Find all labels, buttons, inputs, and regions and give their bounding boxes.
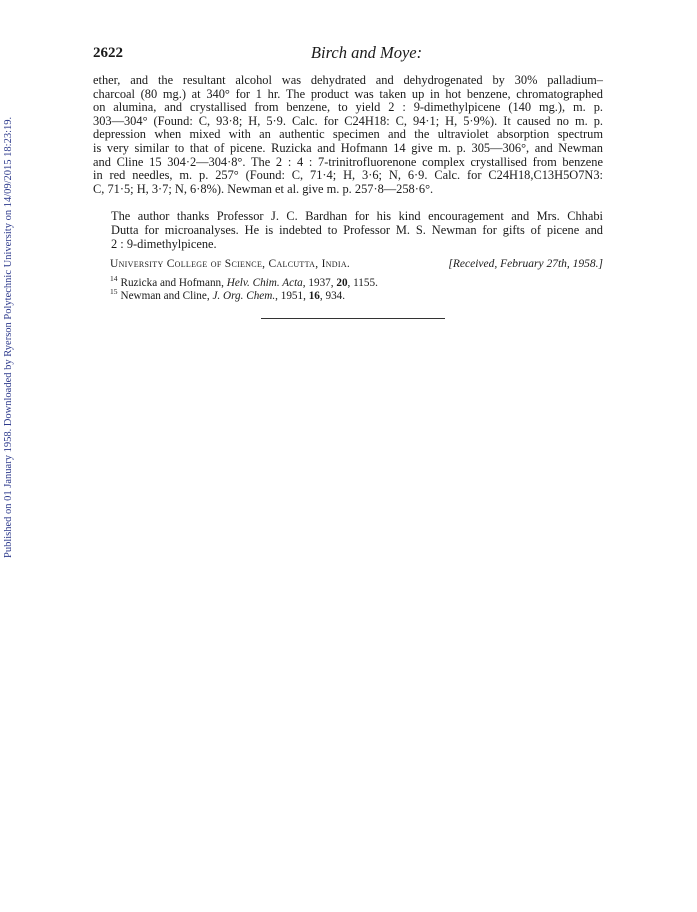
reference-volume: 20 xyxy=(336,277,348,289)
end-of-article-rule xyxy=(261,318,445,319)
reference-year: , 1937, xyxy=(302,277,337,289)
page-number: 2622 xyxy=(93,45,123,61)
reference-volume: 16 xyxy=(308,289,320,302)
body-line: depression when mixed with an authentic specimen and the ultraviolet absorption spectrum xyxy=(93,127,603,142)
experimental-paragraph xyxy=(93,74,603,196)
affiliation: University College of Science, Calcutta, India. xyxy=(110,258,351,270)
body-line: C, 71·5; H, 3·7; N, 6·8%). Newman et al. give m. p. 257·8—258·6°. xyxy=(93,181,434,196)
reference-year: , 1951, xyxy=(275,289,309,302)
reference-authors: Ruzicka and Hofmann, xyxy=(120,277,227,289)
reference-item xyxy=(110,274,378,290)
body-line: charcoal (80 mg.) at 340° for 1 hr. The product was taken up in hot benzene, chromatographed xyxy=(93,86,603,101)
body-line: and Cline 15 304·2—304·8°. The 2 : 4 : 7-trinitrofluorenone complex crystallised from benzene xyxy=(93,154,603,169)
reference-journal: J. Org. Chem. xyxy=(212,289,276,302)
ack-line: The author thanks Professor J. C. Bardhan for his kind encouragement and Mrs. Chhabi xyxy=(111,209,603,224)
references xyxy=(110,274,378,302)
running-title: Birch and Moye: xyxy=(310,43,423,62)
article-body xyxy=(93,74,603,251)
body-line: in red needles, m. p. 257° (Found: C, 71·4; H, 3·6; N, 6·9. Calc. for C24H18,C13H5O7N3: xyxy=(93,168,603,183)
download-watermark-text: Published on 01 January 1958. Downloaded by Ryerson Polytechnic University on 14/09/2015 18:23:19. xyxy=(3,116,14,558)
reference-pages: , 1155. xyxy=(347,277,378,289)
reference-number: 14 xyxy=(110,274,118,284)
acknowledgement-paragraph xyxy=(93,210,603,251)
reference-pages: , 934. xyxy=(319,289,346,302)
reference-journal: Helv. Chim. Acta xyxy=(226,277,303,289)
ack-line: Dutta for microanalyses. He is indebted to Professor M. S. Newman for gifts of picene and xyxy=(111,222,603,237)
download-watermark xyxy=(1,100,17,560)
received-date: [Received, February 27th, 1958.] xyxy=(448,258,603,270)
reference-item xyxy=(110,286,378,303)
reference-authors: Newman and Cline, xyxy=(120,289,213,302)
body-line: ether, and the resultant alcohol was dehydrated and dehydrogenated by 30% palladium– xyxy=(93,73,603,87)
reference-number: 15 xyxy=(110,286,118,296)
affiliation-row xyxy=(110,258,603,270)
body-line: is very similar to that of picene. Ruzicka and Hofmann 14 give m. p. 305—306°, and Newman xyxy=(93,140,603,155)
ack-line: 2 : 9-dimethylpicene. xyxy=(111,236,217,251)
body-line: 303—304° (Found: C, 93·8; H, 5·9. Calc. for C24H18: C, 94·1; H, 5·9%). It caused no m. p. xyxy=(93,113,603,128)
body-line: on alumina, and crystallised from benzene, to yield 2 : 9-dimethylpicene (140 mg.), m. p. xyxy=(93,100,603,115)
